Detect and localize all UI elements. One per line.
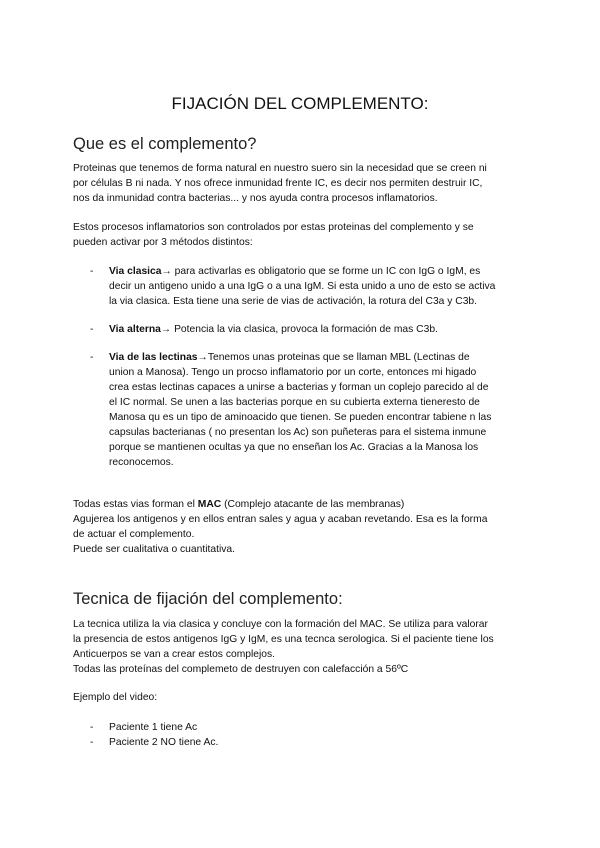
bullet-first-line xyxy=(109,350,529,365)
bullet-label: Via de las lectinas xyxy=(109,352,198,363)
bullet-dash: - xyxy=(90,324,94,335)
bullet-line: capsulas bacterianas ( no presentan los Ac) son puñeteras para el sistema inmune xyxy=(109,427,487,438)
tecnica-line: Todas las proteínas del complemeto de destruyen con calefacción a 56ºC xyxy=(73,664,409,675)
bullet-dash: - xyxy=(90,737,94,748)
example-label: Ejemplo del video: xyxy=(73,692,158,703)
mac-prefix: Todas estas vias forman el xyxy=(73,499,198,510)
activation-paragraph xyxy=(73,220,533,250)
activation-line: Estos procesos inflamatorios son controlados por estas proteinas del complemento y se xyxy=(73,222,474,233)
tecnica-line: Anticuerpos se van a crear estos complejos. xyxy=(73,649,276,660)
bullet-first-line xyxy=(109,264,529,279)
bullet-line: la via clasica. Esta tiene una serie de vias de activación, la rotura del C3a y C3b. xyxy=(109,296,478,307)
bullet-label: Via clasica xyxy=(109,266,162,277)
bullet-line: reconocemos. xyxy=(109,457,174,468)
section-heading-que-es: Que es el complemento? xyxy=(73,135,257,153)
bullet-dash: - xyxy=(90,722,94,733)
tecnica-line: la presencia de estos antigenos IgG y IgM, es una tecnca serologica. Si el paciente tiene los xyxy=(73,634,494,645)
bullet-body xyxy=(109,350,529,470)
mac-paragraph xyxy=(73,497,533,557)
intro-line: Proteinas que tenemos de forma natural en nuestro suero sin la necesidad que se creen ni xyxy=(73,163,487,174)
intro-line: nos da inmunidad contra bacterias... y nos ayuda contra procesos inflamatorios. xyxy=(73,193,438,204)
example-text: Paciente 1 tiene Ac xyxy=(109,722,198,733)
mac-bold: MAC xyxy=(197,499,222,510)
mac-first-line xyxy=(73,497,533,512)
bullet-body xyxy=(109,264,529,309)
bullet-line: porque se mantienen ocultas ya que no enseñan los Ac. Gracias a la Manosa los xyxy=(109,442,479,453)
bullet-line: Manosa qu es un tipo de aminoacido que tienen. Se pueden encontrar tabiene n las xyxy=(109,412,492,423)
activation-line: pueden activar por 3 métodos distintos: xyxy=(73,237,253,248)
arrow-icon: → xyxy=(197,352,208,363)
tecnica-paragraph xyxy=(73,617,533,677)
bullet-line: union a Manosa). Tengo un procso inflamatorio por un corte, entonces mi higado xyxy=(109,367,477,378)
bullet-first-line xyxy=(109,322,529,337)
bullet-line: el IC normal. Se unen a las bacterias porque en su cubierta externa tieneresto de xyxy=(109,397,480,408)
bullet-label: Via alterna xyxy=(109,324,161,335)
arrow-icon: → xyxy=(160,324,172,335)
bullet-body xyxy=(109,322,529,337)
intro-line: por células B ni nada. Y nos ofrece inmunidad frente IC, es decir nos permiten destruir IC, xyxy=(73,178,483,189)
mac-line: de actuar el complemento. xyxy=(73,529,195,540)
bullet-dash: - xyxy=(90,352,94,363)
bullet-line: crea estas lectinas capaces a unirse a bacterias y forman un coplejo parecido al de xyxy=(109,382,489,393)
bullet-body xyxy=(109,735,529,750)
bullet-text: Tenemos unas proteinas que se llaman MBL (Lectinas de xyxy=(207,352,470,363)
document-title: FIJACIÓN DEL COMPLEMENTO: xyxy=(171,94,429,113)
bullet-dash: - xyxy=(90,266,94,277)
bullet-text: Potencia la via clasica, provoca la formación de mas C3b. xyxy=(171,324,438,335)
arrow-icon: → xyxy=(161,266,172,277)
mac-suffix: (Complejo atacante de las membranas) xyxy=(221,499,405,510)
bullet-line: decir un antigeno unido a una IgG o a una IgM. Si esta unido a uno de esto se activa xyxy=(109,281,496,292)
section-heading-tecnica: Tecnica de fijación del complemento: xyxy=(73,590,343,608)
intro-paragraph xyxy=(73,161,533,206)
mac-line: Puede ser cualitativa o cuantitativa. xyxy=(73,544,235,555)
mac-line: Agujerea los antigenos y en ellos entran sales y agua y acaban revetando. Esa es la forma xyxy=(73,514,488,525)
example-text: Paciente 2 NO tiene Ac. xyxy=(109,737,219,748)
bullet-text: para activarlas es obligatorio que se forme un IC con IgG o IgM, es xyxy=(171,266,481,277)
bullet-body xyxy=(109,720,529,735)
tecnica-line: La tecnica utiliza la via clasica y concluye con la formación del MAC. Se utiliza para valorar xyxy=(73,619,488,630)
